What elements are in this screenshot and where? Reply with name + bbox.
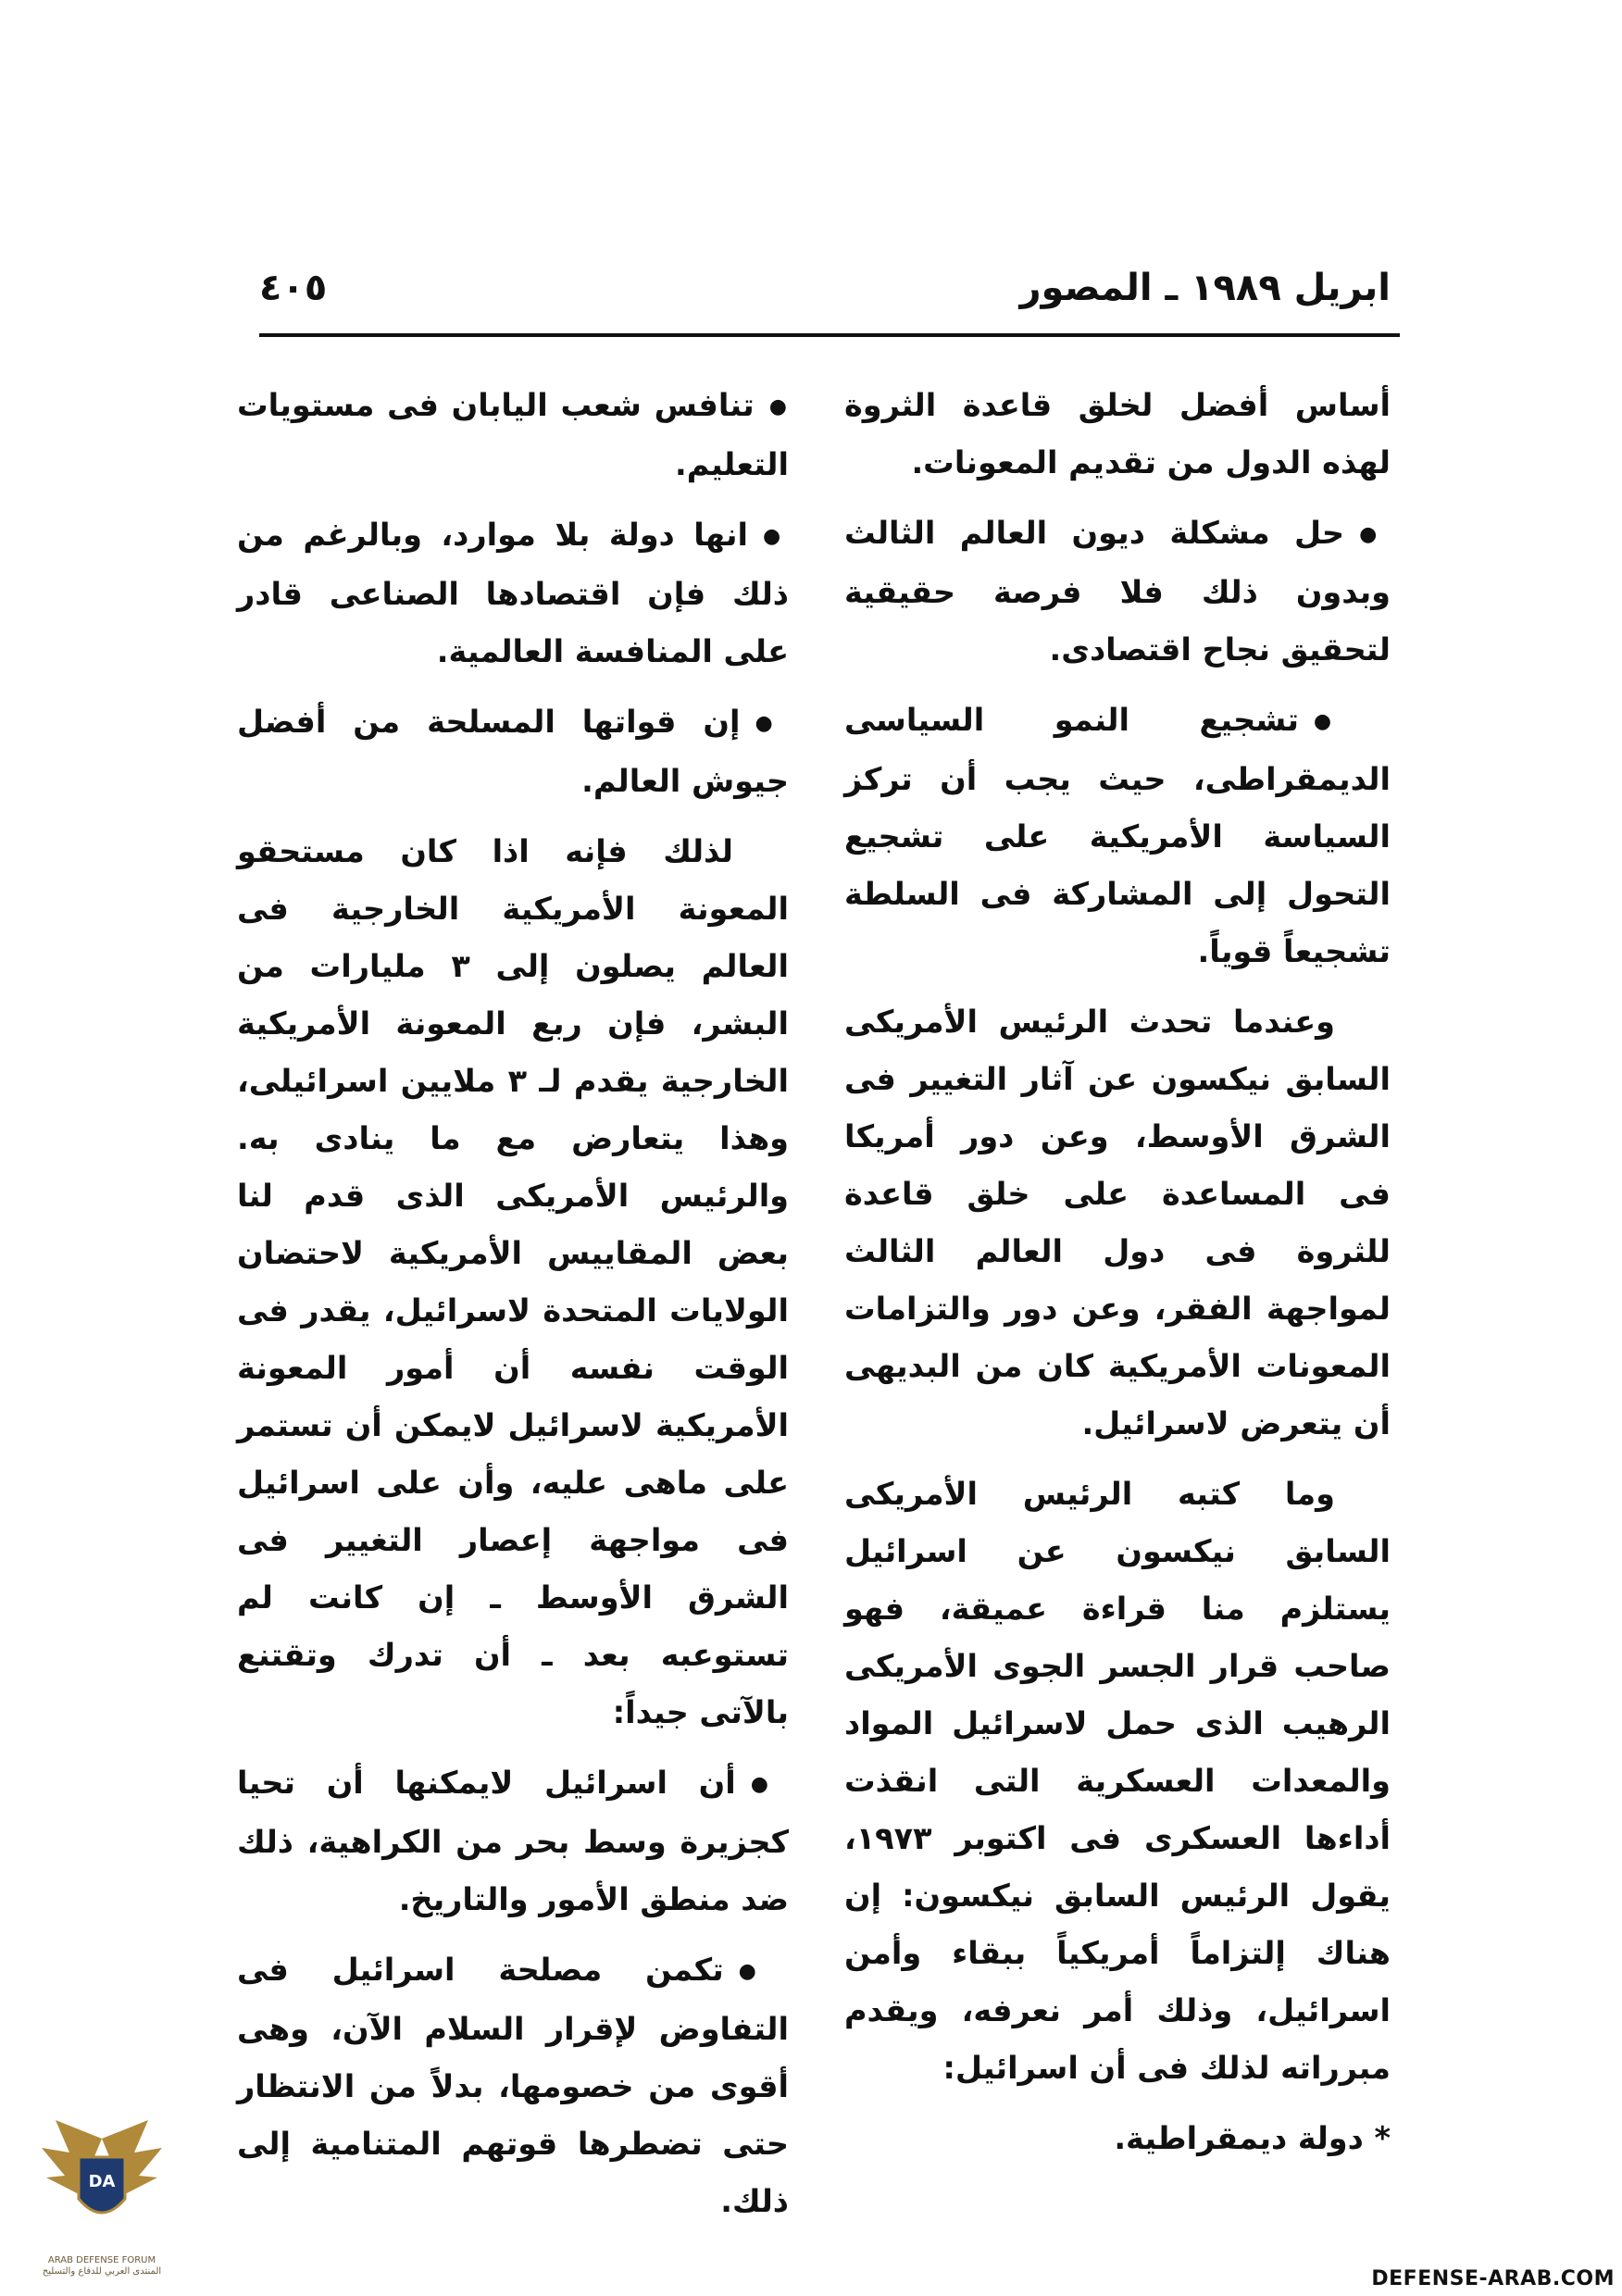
logo-line-english: ARAB DEFENSE FORUM xyxy=(47,2255,156,2265)
bullet-icon: ● xyxy=(762,525,789,548)
paragraph: لذلك فإنه اذا كان مستحقو المعونة الأمريكية الخارجية فى العالم يصلون إلى ٣ مليارات من البشر، فإن ربع المعونة الأمريكية الخارجية يقدم لـ ٣ ملايين اسرائيلى، وهذا يتعارض مع ما ينادى به. والرئيس الأمريكى الذى قدم لنا بعض المقاييس الأمريكية لاحتضان الولايات المتحدة لاسرائيل، يقدر فى الوقت نفسه أن أمور المعونة الأمريكية لاسرائيل لايمكن أن تستمر على ماهى عليه، وأن على اسرائيل فى مواجهة إعصار التغيير فى الشرق الأوسط ـ إن كانت لم تستوعبه بعد ـ أن تدرك وتقتنع بالآتى جيداً: xyxy=(237,833,789,1730)
bullet-paragraph xyxy=(844,692,1391,980)
bullet-text: تنافس شعب اليابان فى مستويات التعليم. xyxy=(237,387,789,482)
bullet-paragraph xyxy=(237,1941,789,2230)
logo-caption xyxy=(37,2255,167,2277)
paragraph: وعندما تحدث الرئيس الأمريكى السابق نيكسون عن آثار التغيير فى الشرق الأوسط، وعن دور أمريكا فى المساعدة على خلق قاعدة للثروة فى دول العالم الثالث لمواجهة الفقر، وعن دور والتزامات المعونات الأمريكية كان من البديهى أن يتعرض لاسرائيل. xyxy=(844,1004,1391,1441)
bullet-icon: ● xyxy=(755,712,789,735)
right-column xyxy=(844,366,1391,2180)
header-rule xyxy=(259,333,1400,337)
bullet-text: حل مشكلة ديون العالم الثالث وبدون ذلك فلا فرصة حقيقية لتحقيق نجاح اقتصادى. xyxy=(844,515,1391,668)
logo-initials: DA xyxy=(88,2172,116,2191)
bullet-icon: ● xyxy=(768,395,789,418)
bullet-paragraph xyxy=(237,1754,789,1928)
paragraph: أساس أفضل لخلق قاعدة الثروة لهذه الدول من تقديم المعونات. xyxy=(844,387,1391,480)
page-number: ٤٠٥ xyxy=(259,267,328,309)
bullet-text: تكمن مصلحة اسرائيل فى التفاوض لإقرار السلام الآن، وهى أقوى من خصومها، بدلاً من الانتظار حتى تضطرها قوتهم المتنامية إلى ذلك. xyxy=(237,1952,789,2219)
left-column xyxy=(237,366,789,2243)
bullet-icon: ● xyxy=(750,1773,789,1796)
logo-line-arabic: المنتدى العربي للدفاع والتسليح xyxy=(42,2266,162,2277)
star-item: * دولة ديمقراطية. xyxy=(1114,2120,1391,2156)
bullet-text: أن اسرائيل لايمكنها أن تحيا كجزيرة وسط بحر من الكراهية، ذلك ضد منطق الأمور والتاريخ. xyxy=(237,1765,789,1917)
bullet-text: تشجيع النمو السياسى الديمقراطى، حيث يجب أن تركز السياسة الأمريكية على تشجيع التحول إلى المشاركة فى السلطة تشجيعاً قوياً. xyxy=(844,702,1391,969)
paragraph: وما كتبه الرئيس الأمريكى السابق نيكسون عن اسرائيل يستلزم منا قراءة عميقة، فهو صاحب قرار الجسر الجوى الأمريكى الرهيب الذى حمل لاسرائيل المواد والمعدات العسكرية التى انقذت أداءها العسكرى فى اكتوبر ١٩٧٣، يقول الرئيس السابق نيكسون: إن هناك إلتزاماً أمريكياً ببقاء وأمن اسرائيل، وذلك أمر نعرفه، ويقدم مبرراته لذلك فى أن اسرائيل: xyxy=(844,1476,1391,2086)
bullet-paragraph xyxy=(237,693,789,810)
bullet-icon: ● xyxy=(738,1960,789,1983)
bullet-text: إن قواتها المسلحة من أفضل جيوش العالم. xyxy=(237,704,789,799)
bullet-icon: ● xyxy=(1313,710,1391,733)
eagle-shield-icon xyxy=(37,2120,167,2259)
bullet-icon: ● xyxy=(1359,523,1391,546)
bullet-paragraph xyxy=(844,505,1391,679)
bullet-paragraph xyxy=(237,506,789,680)
arab-defense-forum-logo xyxy=(37,2120,167,2287)
bullet-text: انها دولة بلا موارد، وبالرغم من ذلك فإن اقتصادها الصناعى قادر على المنافسة العالمية. xyxy=(237,517,789,669)
bullet-paragraph xyxy=(237,377,789,493)
site-watermark: DEFENSE-ARAB.COM xyxy=(1371,2267,1615,2290)
page-header-title: ابريل ١٩٨٩ ـ المصور xyxy=(1019,267,1391,309)
